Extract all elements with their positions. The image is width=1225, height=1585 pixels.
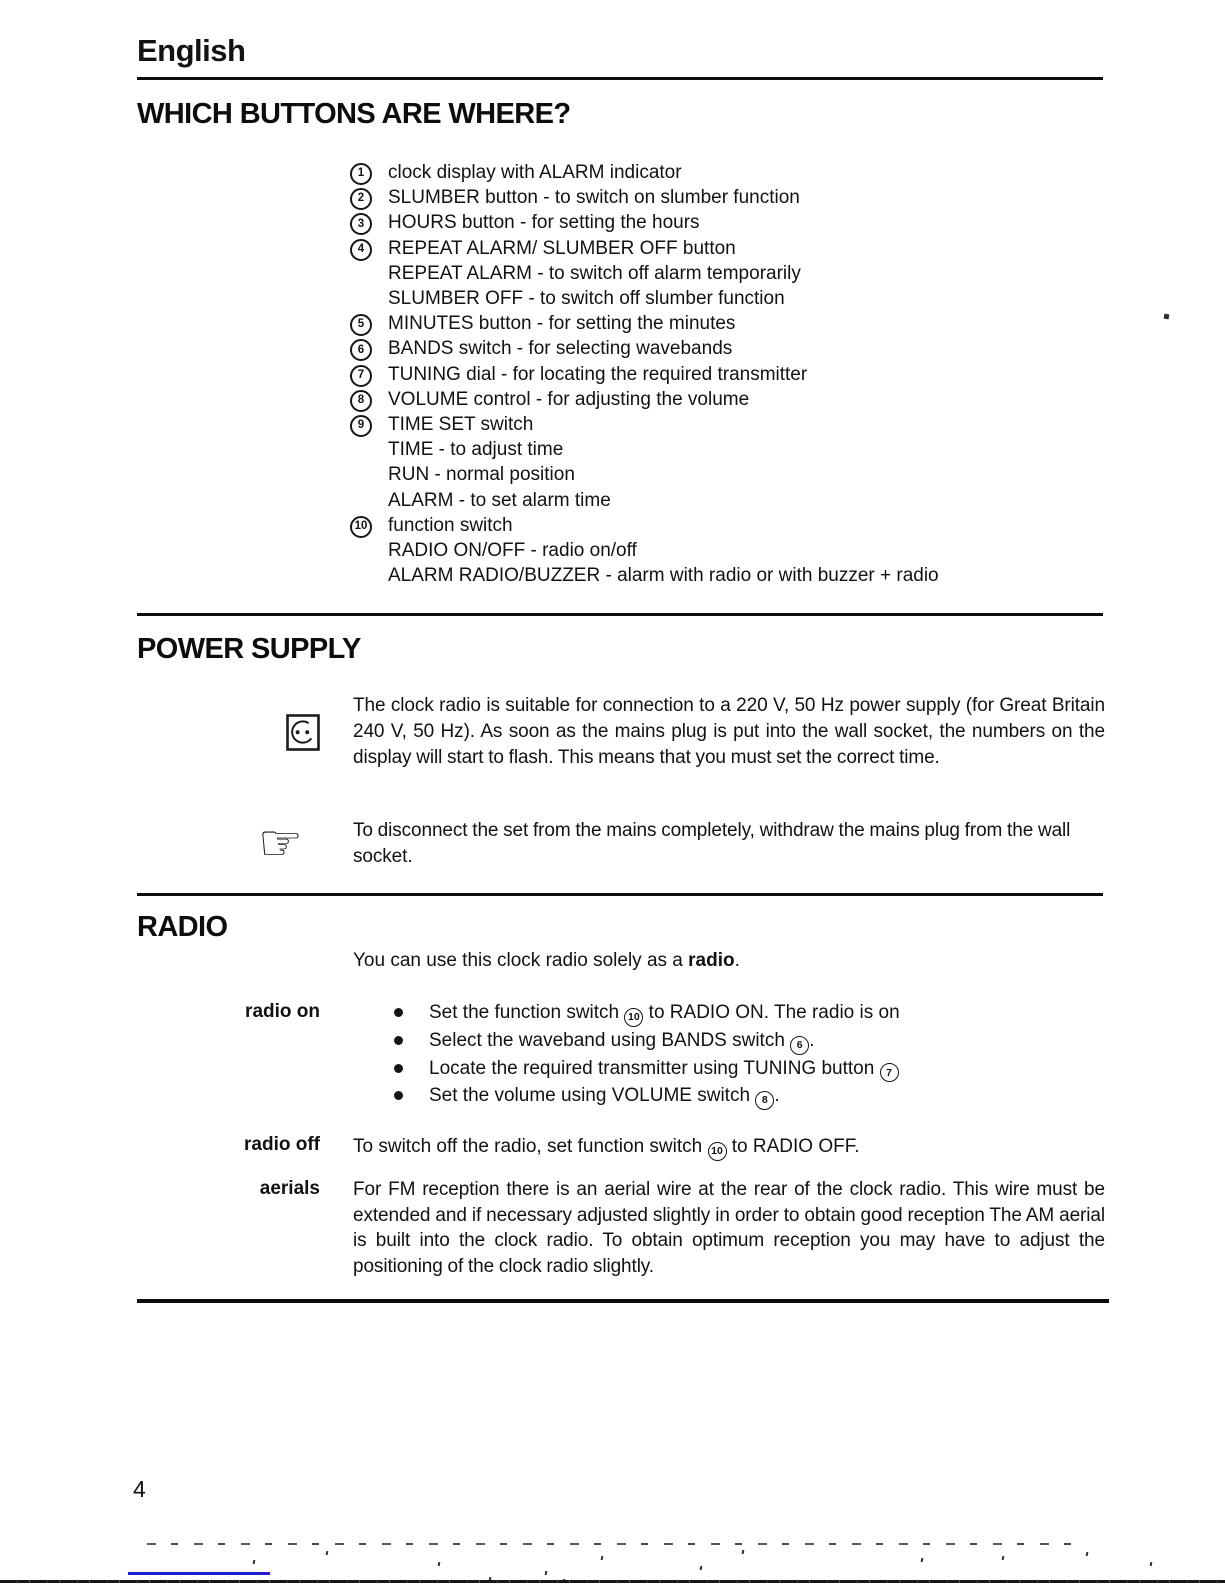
list-item-text: HOURS button - for setting the hours (388, 212, 700, 234)
list-item-text: REPEAT ALARM - to switch off alarm temporarily (388, 262, 801, 284)
bullet-text: Select the waveband using BANDS switch 6 . (429, 1028, 814, 1056)
bullet-icon (394, 1008, 403, 1017)
intro-text: You can use this clock radio solely as a (353, 950, 689, 971)
control-ref-badge: 10 (708, 1142, 727, 1161)
bullet-row (394, 1056, 1114, 1084)
bullet-text: Set the function switch 10 to RADIO ON. The radio is on (429, 1000, 900, 1028)
list-item-text: TUNING dial - for locating the required transmitter (388, 363, 808, 385)
item-number-badge: 6 (350, 339, 372, 361)
item-number-badge: 10 (350, 516, 372, 538)
list-item-text: function switch (388, 514, 513, 536)
list-item (350, 210, 1115, 235)
item-number-badge: 8 (350, 390, 372, 412)
list-item (350, 387, 1115, 412)
pointing-hand-icon: ☞ (258, 814, 303, 872)
bullet-icon (394, 1091, 403, 1100)
page-number: 4 (133, 1476, 146, 1502)
button-legend-list (350, 160, 1115, 588)
list-item (350, 336, 1115, 361)
scan-speck (326, 1551, 329, 1555)
power-paragraph-1: The clock radio is suitable for connection to a 220 V, 50 Hz power supply (for Great Britain 240 V, 50 Hz). As soon as the mains plug is put into the wall socket, the numbers on the display will start to flash. This means that you must set the correct time. (353, 695, 1105, 768)
wall-socket-icon (286, 714, 320, 756)
control-ref-badge: 8 (755, 1091, 774, 1110)
power-paragraph-2: To disconnect the set from the mains completely, withdraw the mains plug from the wall socket. (353, 820, 1071, 867)
scan-speck (253, 1560, 256, 1564)
list-item-text: clock display with ALARM indicator (388, 162, 682, 183)
aerials-text: For FM reception there is an aerial wire at the rear of the clock radio. This wire must be extended and if necessary adjusted slightly in order to obtain good reception The AM aerial is built into the clock radio. To obtain optimum reception you may have to adjust the positioning of the clock radio slightly. (353, 1179, 1105, 1277)
bullet-row (394, 1028, 1114, 1056)
list-item (350, 185, 1115, 210)
section-divider (137, 77, 1103, 80)
list-item-text: MINUTES button - for setting the minutes (388, 313, 736, 335)
scan-speck (438, 1562, 441, 1566)
radio-intro-line (353, 948, 740, 974)
scan-speck (601, 1556, 604, 1560)
bullet-icon (394, 1064, 403, 1073)
control-ref-badge: 10 (624, 1008, 643, 1027)
section-divider (137, 613, 1103, 616)
list-item-text: SLUMBER button - to switch on slumber function (388, 187, 800, 209)
page-edge-line (0, 1580, 1225, 1583)
bullet-row (394, 1083, 1114, 1111)
scan-speck (1164, 314, 1170, 320)
control-ref-badge: 7 (880, 1063, 899, 1082)
item-number-badge: 7 (350, 365, 372, 387)
bullet-icon (394, 1036, 403, 1045)
scan-speck (700, 1566, 703, 1570)
item-number-badge: 3 (350, 213, 372, 235)
section-divider (137, 1299, 1109, 1303)
list-item-text: REPEAT ALARM/ SLUMBER OFF button (388, 237, 736, 259)
list-item-text: TIME - to adjust time (388, 439, 564, 461)
list-item (350, 160, 1115, 185)
scan-blue-line (128, 1572, 270, 1575)
radio-off-text: To switch off the radio, set function switch 10 to RADIO OFF. (353, 1134, 1113, 1162)
section-divider (137, 893, 1103, 896)
item-number-badge: 5 (350, 314, 372, 336)
list-item (350, 311, 1115, 336)
item-number-badge: 1 (350, 163, 372, 185)
section-title-power: POWER SUPPLY (137, 633, 361, 665)
list-item-text: SLUMBER OFF - to switch off slumber function (388, 288, 785, 310)
scan-speck (1086, 1552, 1089, 1556)
radio-off-label: radio off (244, 1134, 320, 1155)
scan-speck (1002, 1556, 1005, 1560)
bullet-text: Locate the required transmitter using TUNING button 7 (429, 1056, 899, 1084)
scan-noise-line (147, 1543, 1082, 1545)
list-item (350, 236, 1115, 312)
intro-bold-word: radio (688, 950, 735, 971)
control-ref-badge: 6 (790, 1036, 809, 1055)
aerials-label: aerials (259, 1178, 320, 1199)
list-item (350, 513, 1115, 589)
scan-speck (921, 1558, 924, 1562)
scan-speck (1150, 1562, 1153, 1566)
item-number-badge: 4 (350, 239, 372, 261)
list-item-text: BANDS switch - for selecting wavebands (388, 338, 733, 360)
list-item (350, 412, 1115, 513)
list-item (350, 362, 1115, 387)
radio-on-label: radio on (245, 1001, 320, 1022)
intro-period: . (734, 950, 740, 971)
language-header: English (137, 33, 246, 68)
list-item-text: ALARM - to set alarm time (388, 489, 611, 511)
list-item-text: TIME SET switch (388, 414, 534, 436)
scan-speck (545, 1571, 548, 1575)
list-item-text: ALARM RADIO/BUZZER - alarm with radio or with buzzer + radio (388, 565, 939, 587)
item-number-badge: 2 (350, 188, 372, 210)
bullet-row (394, 1000, 1114, 1028)
list-item-text: RUN - normal position (388, 464, 575, 486)
section-title-buttons: WHICH BUTTONS ARE WHERE? (137, 98, 571, 130)
list-item-text: VOLUME control - for adjusting the volume (388, 388, 750, 410)
bullet-text: Set the volume using VOLUME switch 8 . (429, 1083, 780, 1111)
scan-speck (742, 1550, 745, 1554)
item-number-badge: 9 (350, 415, 372, 437)
section-title-radio: RADIO (137, 911, 228, 943)
radio-on-steps (394, 1000, 1114, 1111)
list-item-text: RADIO ON/OFF - radio on/off (388, 540, 637, 562)
